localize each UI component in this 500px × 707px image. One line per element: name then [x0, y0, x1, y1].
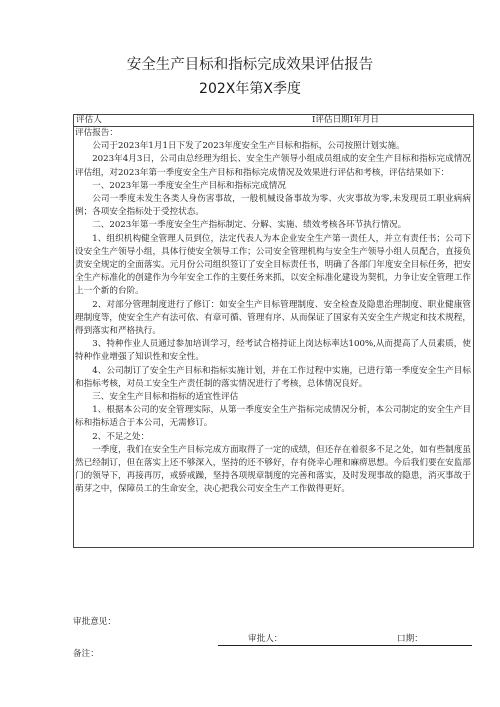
paragraph: 2023年4月3日，公司由总经理为组长、安全生产领导小组成员组成的安全生产目标和指标完成情况评估组，对2023年第一季度安全生产目标和指标完成情况及效果进行评估和考核，评估结果如下：	[75, 154, 471, 178]
approval-date-label: 口期：	[397, 634, 423, 644]
evaluation-date-label: I评估日期I年月日	[312, 115, 379, 125]
paragraph: 公司一季度未发生各类人身伤害事故，一般机械设备事故为零、火灾事故为零,未发现员工职业病病例；各项安全指标处于受控状态。	[75, 194, 471, 218]
header-row	[74, 115, 473, 127]
section-heading: 一、2023年第一季度安全生产目标和指标完成情况	[92, 180, 286, 191]
paragraph: 一季度，我们在安全生产目标完成方面取得了一定的成绩，但还存在着很多不足之处，如有些制度虽然已经制订，但在落实上还不够深入，坚持的还不够好，存有侥幸心理和麻痹思想。今后我们要在安监部门的领导下，再接再厉，戒骄戒躁，坚持各项规章制度的完善和落实，及时发现事故的隐患，消灭事故于萌芽之中，保障员工的生命安全，决心把我公司安全生产工作做得更好。	[75, 444, 471, 495]
section-heading: 三、安全生产目标和指标的适宜性评估	[92, 392, 239, 403]
section-heading: 二、2023年第一季度安全生产指标制定、分解、实施、绩效考核各环节执行情况。	[92, 220, 407, 231]
paragraph: 1、组织机构健全管理人员到位，法定代表人为本企业安全生产第一责任人，并立有责任书；公司下设安全生产领导小组，具体行使安全领导工作；公司安全管理机构与安全生产领导小组人员配合，直接负责安全规定的全面落实。元月份公司组织签订了安全目标责任书，明确了各部门年度安全目标任务，把安全生产标准化的创建作为今年安全工作的主要任务来抓，以安全标准化建设为契机，力争让安全管理工作上一个新的台阶。	[75, 233, 471, 297]
report-subtitle: 202X年第X季度	[199, 81, 301, 97]
paragraph: 3、特种作业人员通过参加培训学习，经考试合格持证上岗达标率达100%,从而提高了人员素质，使特种作业增强了知识性和安全性。	[75, 339, 471, 363]
paragraph: 2、对部分管理制度进行了修订：如安全生产目标管理制度、安全检查及隐患治理制度、职业健康管理制度等，使安全生产有法可依、有章可循、管理有序、从而保证了国家有关安全生产规定和技术规程，得到落实和严格执行。	[75, 299, 471, 337]
review-opinion-label: 审批意见：	[73, 617, 116, 627]
paragraph: 4、公司制订了安全生产目标和指标实施计划，并在工作过程中实施，已进行第一季度安全生产目标和指标考核，对员工安全生产责任制的落实情况进行了考核，总体情况良好。	[75, 365, 471, 389]
signature-underline	[218, 645, 472, 646]
report-title: 安全生产目标和指标完成效果评估报告	[126, 57, 374, 73]
paragraph: 2、不足之处：	[92, 431, 150, 442]
approver-label: 审批人：	[248, 634, 283, 644]
evaluator-label: 评估人	[76, 115, 102, 125]
remarks-label: 备注：	[73, 649, 99, 659]
report-box	[73, 114, 474, 548]
report-content	[75, 127, 471, 497]
paragraph: 1、根据本公司的安全管理实际，从第一季度安全生产指标完成情况分析，本公司制定的安全生产目标和指标适合于本公司，无需修订。	[75, 405, 471, 429]
paragraph: 公司于2023年1月1日下发了2023年度安全生产目标和指标，公司按照计划实施。	[92, 141, 405, 152]
paragraph: 评估报告：	[75, 128, 118, 138]
